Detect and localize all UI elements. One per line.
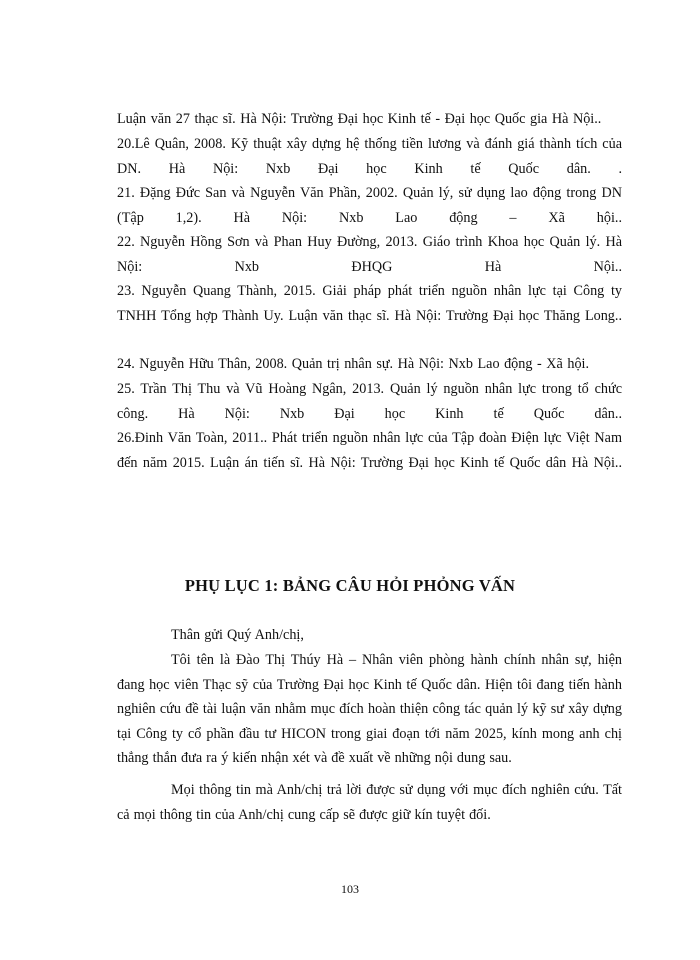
appendix-title: PHỤ LỤC 1: BẢNG CÂU HỎI PHỎNG VẤN <box>184 576 516 595</box>
reference-24: 24. Nguyễn Hữu Thân, 2008. Quản trị nhân sự. Hà Nội: Nxb Lao động - Xã hội. <box>117 356 590 372</box>
reference-21: 21. Đặng Đức San và Nguyễn Văn Phần, 2002. Quản lý, sử dụng lao động trong DN (Tập 1,2). Hà Nội: Nxb Lao động – Xã hội.. <box>117 185 622 226</box>
appendix-intro-paragraph: Tôi tên là Đào Thị Thúy Hà – Nhân viên phòng hành chính nhân sự, hiện đang học viên Thạc sỹ của Trường Đại học Kinh tế Quốc dân. Hiện tôi đang tiến hành nghiên cứu đề tài luận văn nhằm mục đích hoàn thiện công tác quản lý kỹ sư xây dựng tại Công ty cổ phần đầu tư HICON trong giai đoạn tới năm 2025, kính mong anh chị thẳng thắn đưa ra ý kiến nhận xét và đề xuất về những nội dung sau. <box>117 652 622 766</box>
reference-20-continuation: Luận văn 27 thạc sĩ. Hà Nội: Trường Đại học Kinh tế - Đại học Quốc gia Hà Nội.. <box>117 111 602 127</box>
reference-26: 26.Đinh Văn Toàn, 2011.. Phát triển nguồn nhân lực của Tập đoàn Điện lực Việt Nam đến năm 2015. Luận án tiến sĩ. Hà Nội: Trường Đại học Kinh tế Quốc dân Hà Nội.. <box>117 430 622 471</box>
appendix-confidentiality-paragraph: Mọi thông tin mà Anh/chị trả lời được sử dụng với mục đích nghiên cứu. Tất cả mọi thông tin của Anh/chị cung cấp sẽ được giữ kín tuyệt đối. <box>117 782 622 823</box>
reference-22: 22. Nguyễn Hồng Sơn và Phan Huy Đường, 2013. Giáo trình Khoa học Quản lý. Hà Nội: Nxb ĐHQG Hà Nội.. <box>117 234 622 275</box>
reference-23: 23. Nguyễn Quang Thành, 2015. Giải pháp phát triển nguồn nhân lực tại Công ty TNHH Tổng hợp Thành Uy. Luận văn thạc sĩ. Hà Nội: Trường Đại học Thăng Long.. <box>117 283 622 324</box>
page-number: 103 <box>341 882 359 896</box>
reference-20: 20.Lê Quân, 2008. Kỹ thuật xây dựng hệ thống tiền lương và đánh giá thành tích của DN. Hà Nội: Nxb Đại học Kinh tế Quốc dân. . <box>117 136 622 177</box>
appendix-greeting: Thân gửi Quý Anh/chị, <box>171 627 304 643</box>
reference-25: 25. Trần Thị Thu và Vũ Hoàng Ngân, 2013. Quản lý nguồn nhân lực trong tổ chức công. Hà Nội: Nxb Đại học Kinh tế Quốc dân.. <box>117 381 622 422</box>
